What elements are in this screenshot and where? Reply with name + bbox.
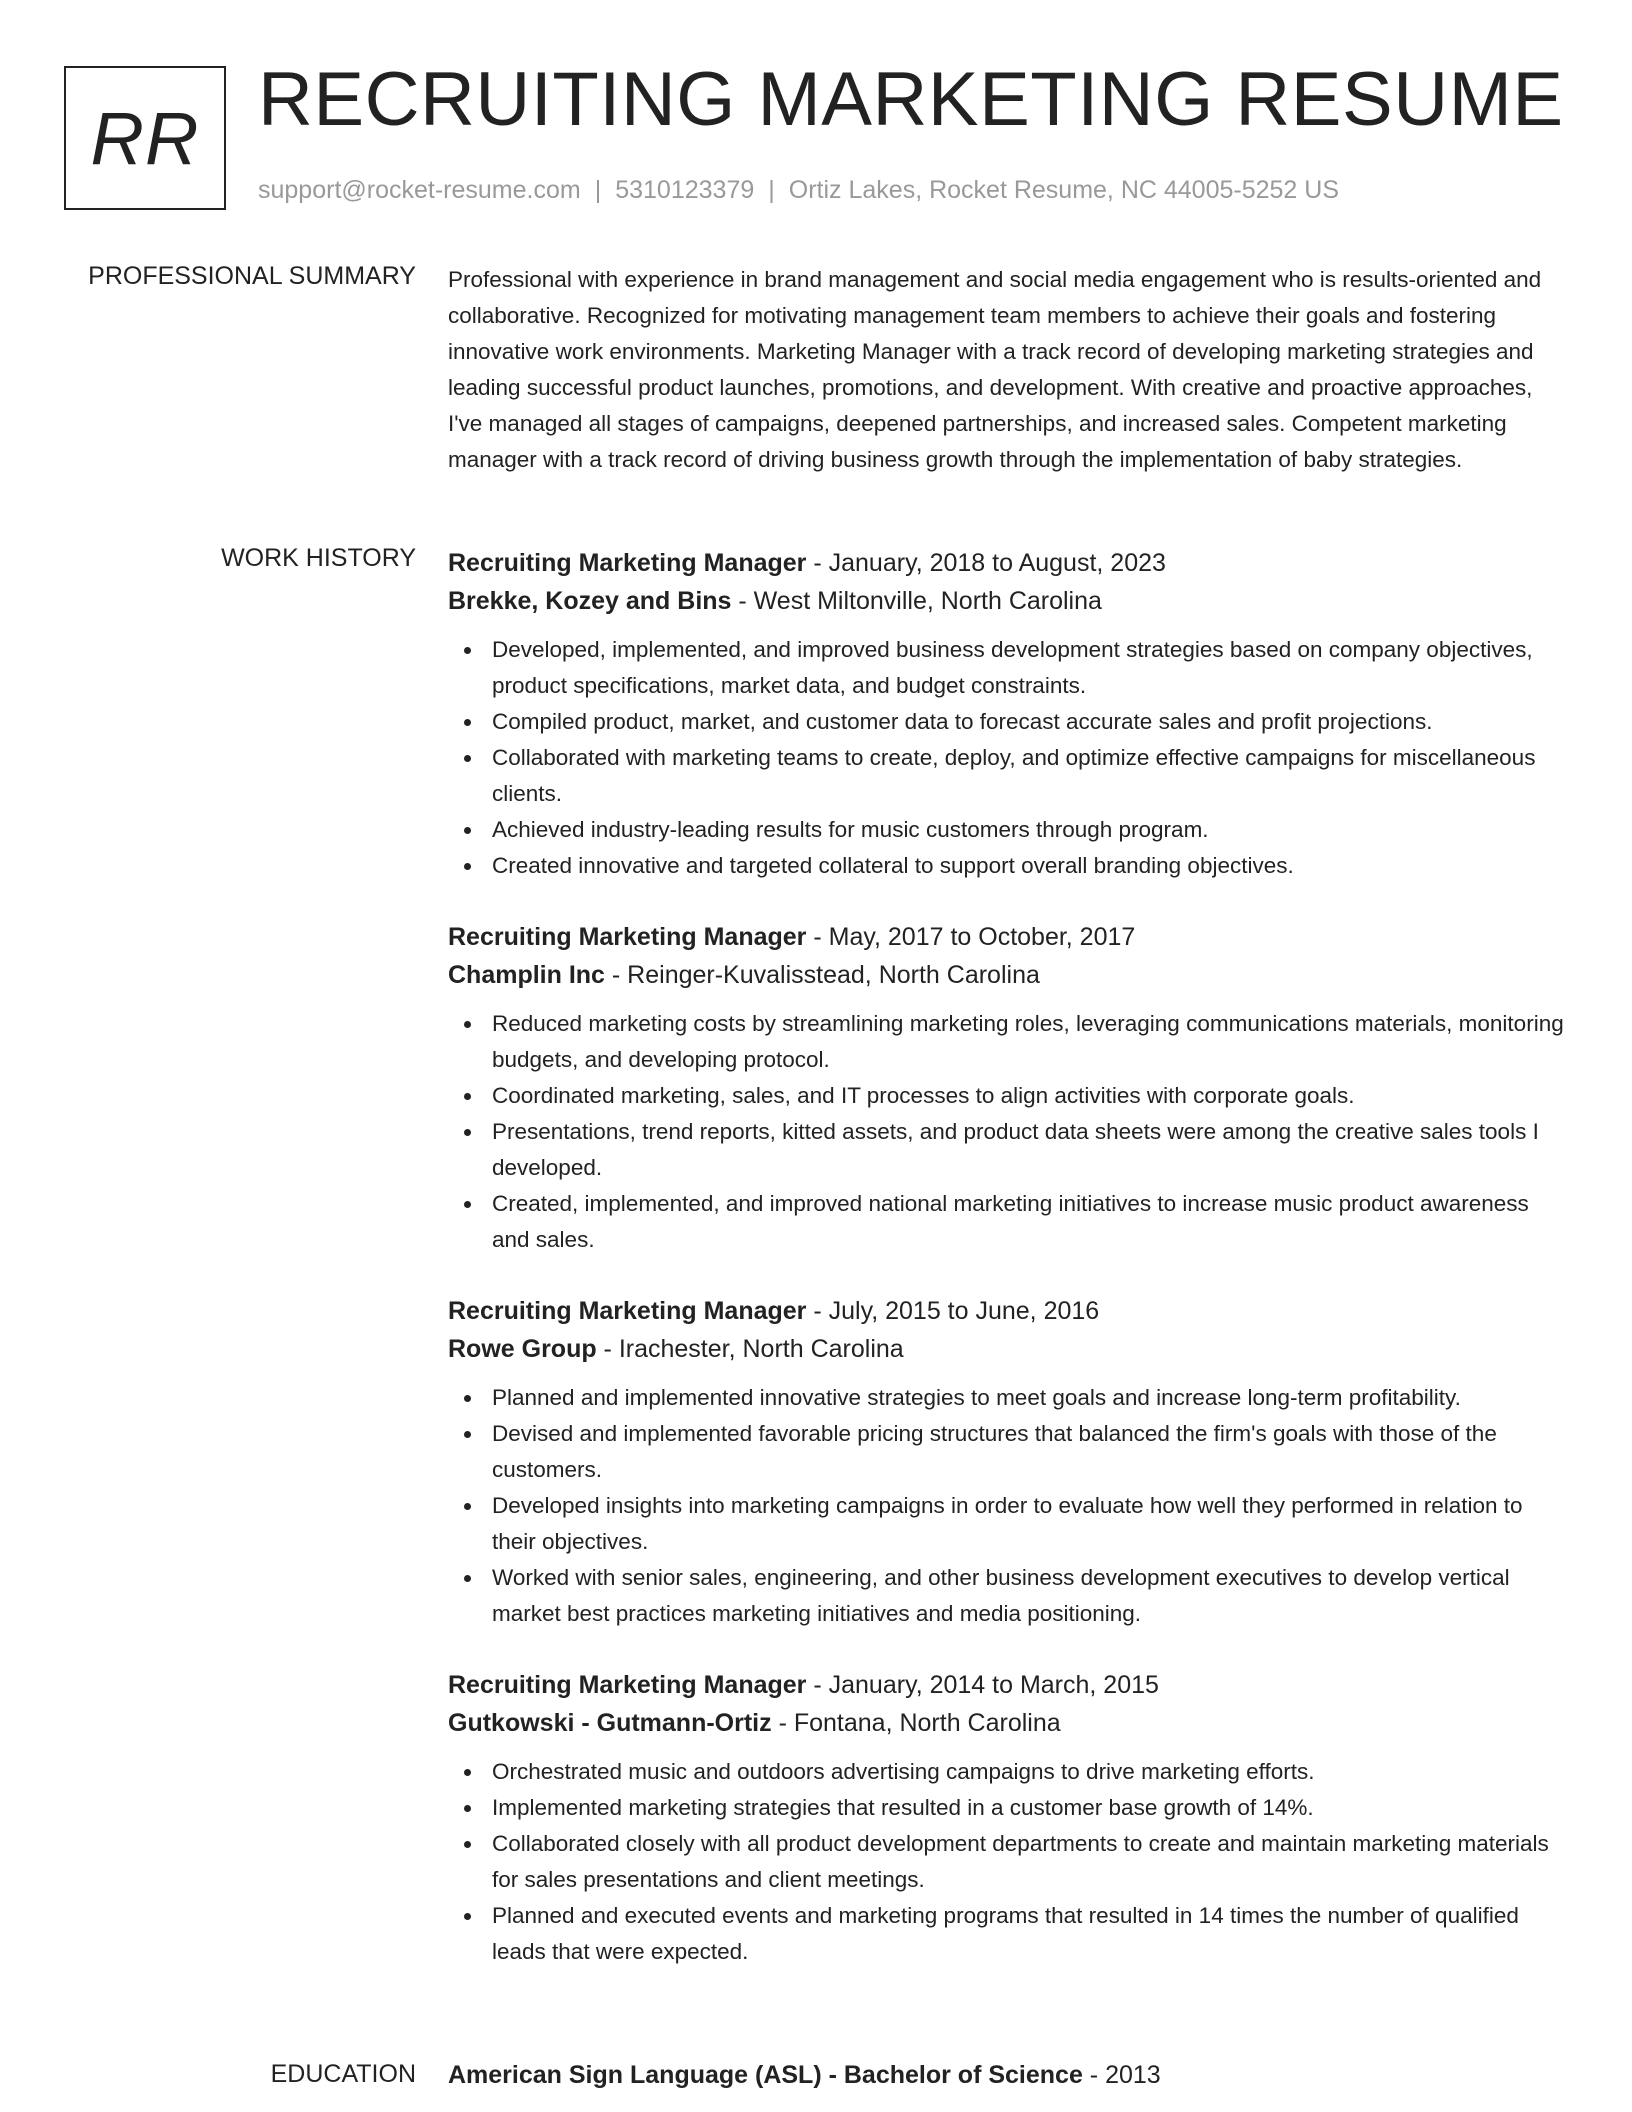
contact-separator: | (768, 176, 775, 204)
job-entry (448, 544, 1570, 884)
job-bullet: Implemented marketing strategies that resulted in a customer base growth of 14%. (448, 1790, 1570, 1826)
job-title: Recruiting Marketing Manager (448, 1297, 807, 1325)
job-bullet: Planned and executed events and marketing programs that resulted in 14 times the number of qualified leads that were expected. (448, 1898, 1570, 1970)
monogram-initials: RR (90, 96, 200, 180)
contact-line (258, 176, 1339, 205)
resume-title: RECRUITING MARKETING RESUME (258, 57, 1564, 142)
job-company: Champlin Inc (448, 961, 605, 989)
job-bullets (448, 632, 1570, 884)
job-company-line (448, 582, 1570, 620)
contact-separator: | (594, 176, 602, 204)
summary-label: PROFESSIONAL SUMMARY (88, 262, 416, 290)
monogram-box (64, 66, 226, 210)
job-dates: - July, 2015 to June, 2016 (806, 1297, 1100, 1325)
job-bullet: Devised and implemented favorable pricing structures that balanced the firm's goals with those of the customers. (448, 1416, 1570, 1488)
job-location: - Reinger-Kuvalisstead, North Carolina (604, 961, 1040, 989)
job-title-line (448, 544, 1570, 582)
job-entry (448, 918, 1570, 1258)
job-entry (448, 1292, 1570, 1632)
job-entry (448, 1666, 1570, 1970)
job-location: - West Miltonville, North Carolina (731, 587, 1102, 615)
job-bullet: Created, implemented, and improved national marketing initiatives to increase music product awareness and sales. (448, 1186, 1570, 1258)
job-company-line (448, 956, 1570, 994)
job-bullets (448, 1380, 1570, 1632)
education-label: EDUCATION (270, 2060, 416, 2088)
job-bullet: Collaborated closely with all product development departments to create and maintain marketing materials for sales presentations and client meetings. (448, 1826, 1570, 1898)
job-bullet: Worked with senior sales, engineering, and other business development executives to develop vertical market best practices marketing initiatives and media positioning. (448, 1560, 1570, 1632)
job-bullet: Presentations, trend reports, kitted assets, and product data sheets were among the creative sales tools I developed. (448, 1114, 1570, 1186)
education-degree: American Sign Language (ASL) - Bachelor of Science (448, 2061, 1083, 2089)
job-location: - Fontana, North Carolina (771, 1709, 1061, 1737)
summary-body (448, 262, 1570, 478)
job-bullet: Collaborated with marketing teams to create, deploy, and optimize effective campaigns for miscellaneous clients. (448, 740, 1570, 812)
job-company-line (448, 1704, 1570, 1742)
contact-phone[interactable]: 5310123379 (615, 176, 755, 204)
job-title: Recruiting Marketing Manager (448, 923, 807, 951)
job-company-line (448, 1330, 1570, 1368)
job-dates: - May, 2017 to October, 2017 (806, 923, 1136, 951)
job-bullets (448, 1006, 1570, 1258)
job-bullets (448, 1754, 1570, 1970)
job-title: Recruiting Marketing Manager (448, 549, 807, 577)
job-company: Gutkowski - Gutmann-Ortiz (448, 1709, 772, 1737)
job-bullet: Achieved industry-leading results for music customers through program. (448, 812, 1570, 848)
job-bullet: Planned and implemented innovative strategies to meet goals and increase long-term profitability. (448, 1380, 1570, 1416)
education-year: - 2013 (1082, 2061, 1161, 2089)
contact-email[interactable]: support@rocket-resume.com (258, 176, 581, 204)
job-location: - Irachester, North Carolina (596, 1335, 904, 1363)
work-history-label: WORK HISTORY (221, 544, 416, 572)
job-bullet: Orchestrated music and outdoors advertising campaigns to drive marketing efforts. (448, 1754, 1570, 1790)
job-bullet: Developed insights into marketing campaigns in order to evaluate how well they performed in relation to their objectives. (448, 1488, 1570, 1560)
job-company: Brekke, Kozey and Bins (448, 587, 732, 615)
job-bullet: Created innovative and targeted collateral to support overall branding objectives. (448, 848, 1570, 884)
job-title-line (448, 918, 1570, 956)
job-bullet: Developed, implemented, and improved business development strategies based on company objectives, product specifications, market data, and budget constraints. (448, 632, 1570, 704)
education-line (448, 2056, 1570, 2094)
work-history-body (448, 544, 1570, 2004)
job-bullet: Coordinated marketing, sales, and IT processes to align activities with corporate goals. (448, 1078, 1570, 1114)
job-dates: - January, 2018 to August, 2023 (806, 549, 1166, 577)
job-bullet: Compiled product, market, and customer data to forecast accurate sales and profit projections. (448, 704, 1570, 740)
job-bullet: Reduced marketing costs by streamlining marketing roles, leveraging communications materials, monitoring budgets, and developing protocol. (448, 1006, 1570, 1078)
job-title: Recruiting Marketing Manager (448, 1671, 807, 1699)
job-title-line (448, 1666, 1570, 1704)
contact-address: Ortiz Lakes, Rocket Resume, NC 44005-5252 US (788, 176, 1340, 204)
summary-text: Professional with experience in brand management and social media engagement who is results-oriented and collaborative. Recognized for motivating management team members to achieve their goals and fostering innovative work environments. Marketing Manager with a track record of developing marketing strategies and leading successful product launches, promotions, and development. With creative and proactive approaches, I've managed all stages of campaigns, deepened partnerships, and increased sales. Competent marketing manager with a track record of driving business growth through the implementation of baby strategies. (448, 267, 1542, 472)
education-body (448, 2056, 1570, 2094)
job-title-line (448, 1292, 1570, 1330)
job-company: Rowe Group (448, 1335, 597, 1363)
job-dates: - January, 2014 to March, 2015 (806, 1671, 1159, 1699)
